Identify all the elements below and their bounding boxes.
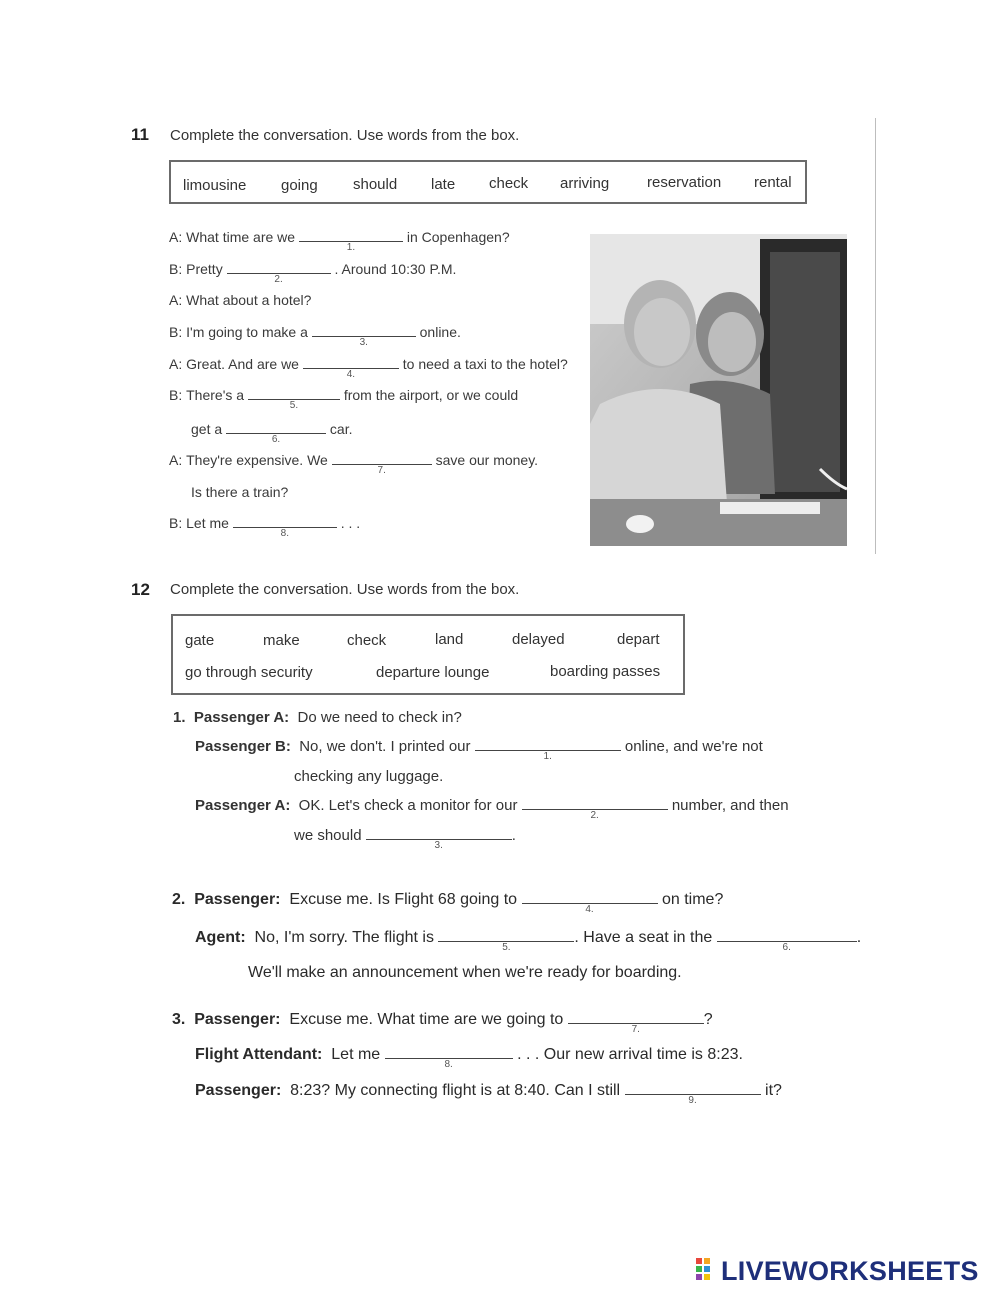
exercise-11-line	[169, 292, 311, 308]
dialogue-text: 8:23? My connecting flight is at 8:40. Can I still	[290, 1082, 621, 1099]
word-box-item: going	[281, 177, 318, 194]
exercise-11-instruction: Complete the conversation. Use words from the box.	[170, 127, 520, 144]
speaker-label: B:	[169, 387, 183, 403]
answer-blank-7[interactable]: 7.	[332, 452, 432, 465]
dialogue-text: we should	[294, 827, 362, 844]
dialogue-text: What about a hotel?	[186, 292, 312, 308]
answer-blank-7[interactable]: 7.	[568, 1011, 704, 1024]
exercise-11-line	[169, 387, 519, 411]
answer-blank-5[interactable]: 5.	[438, 929, 574, 942]
dialogue-text: get a	[191, 421, 223, 437]
speaker-label: Passenger A:	[193, 709, 290, 726]
speaker-label: Flight Attendant:	[195, 1046, 323, 1063]
word-box-item: check	[347, 632, 387, 649]
exercise-11-word-box	[169, 160, 807, 204]
dialogue-text: online, and we're not	[624, 738, 763, 755]
dialogue-text: . . .	[340, 515, 361, 531]
dialogue-text: from the airport, or we could	[343, 387, 519, 403]
dialogue-text: save our money.	[435, 452, 539, 468]
answer-blank-3[interactable]: 3.	[312, 324, 416, 337]
word-box-item: arriving	[560, 175, 610, 192]
exercise-12-word-box	[171, 614, 685, 695]
exercise-11-line	[191, 484, 288, 500]
word-box-item: boarding passes	[550, 663, 661, 680]
exercise-11-line	[169, 261, 457, 285]
exercise-11-number: 11	[131, 125, 149, 144]
dialogue-text: Let me	[331, 1046, 381, 1063]
speaker-label: A:	[169, 356, 183, 372]
dialogue-text: I'm going to make a	[186, 324, 308, 340]
word-box-item: go through security	[185, 664, 313, 681]
answer-blank-2[interactable]: 2.	[227, 261, 331, 274]
dialogue-3-line-3	[195, 1082, 782, 1106]
dialogue-1-line-3: checking any luggage.	[294, 768, 444, 785]
speaker-label: Passenger:	[195, 1082, 282, 1099]
dialogue-3-line-1: 3. Passenger: Excuse me. What time are we going to 7. ?	[172, 1011, 713, 1035]
answer-blank-2[interactable]: 2.	[522, 797, 668, 810]
word-box-item: land	[435, 631, 464, 648]
word-box-item: make	[263, 632, 300, 649]
liveworksheets-logo	[696, 1256, 979, 1286]
dialogue-text: . . . Our new arrival time is 8:23.	[517, 1046, 743, 1063]
exercise-11-line	[169, 515, 361, 539]
speaker-label: Passenger:	[194, 1011, 281, 1028]
word-box-item: late	[431, 176, 456, 193]
word-box-item: gate	[185, 632, 215, 649]
word-box-item: limousine	[183, 177, 247, 194]
word-box-item: rental	[754, 174, 792, 191]
exercise-11-line	[169, 229, 510, 253]
word-box-item: delayed	[512, 631, 565, 648]
dialogue-text: . Around 10:30 P.M.	[334, 261, 457, 277]
answer-blank-8[interactable]: 8.	[233, 515, 337, 528]
dialogue-text: Is there a train?	[191, 484, 289, 500]
speaker-label: Passenger:	[194, 891, 281, 908]
exercise-12-number: 12	[131, 580, 150, 599]
dialogue-text: Do we need to check in?	[297, 709, 462, 726]
dialogue-text: Great. And are we	[186, 356, 299, 372]
exercise-11-line	[191, 421, 353, 445]
dialogue-text: OK. Let's check a monitor for our	[298, 797, 518, 814]
speaker-label: B:	[169, 324, 183, 340]
dialogue-text: to need a taxi to the hotel?	[402, 356, 568, 372]
word-box-item: depart	[617, 631, 660, 648]
answer-blank-6[interactable]: 6.	[717, 929, 857, 942]
word-box-item: should	[353, 176, 398, 193]
liveworksheets-logo-icon	[696, 1258, 718, 1284]
dialogue-text: car.	[329, 421, 353, 437]
word-box-item: departure lounge	[376, 664, 490, 681]
dialogue-2-line-1	[172, 891, 724, 915]
dialogue-text: Excuse me. Is Flight 68 going to	[289, 891, 518, 908]
answer-blank-4[interactable]: 4.	[303, 356, 399, 369]
dialogue-3-line-2	[195, 1046, 743, 1070]
couple-at-computer-photo	[590, 234, 847, 546]
dialogue-text: online.	[419, 324, 461, 340]
answer-blank-3[interactable]: 3.	[366, 827, 512, 840]
photo-illustration	[590, 234, 847, 546]
speaker-label: Agent:	[195, 929, 246, 946]
exercise-12-instruction: Complete the conversation. Use words from the box.	[170, 581, 520, 598]
brand-name: LIVEWORKSHEETS	[721, 1255, 979, 1286]
dialogue-index: 1.	[173, 709, 186, 726]
exercise-11-line	[169, 356, 568, 380]
dialogue-text: in Copenhagen?	[406, 229, 510, 245]
speaker-label: Passenger B:	[195, 738, 291, 755]
dialogue-text: it?	[765, 1082, 782, 1099]
dialogue-1-line-4	[195, 797, 789, 821]
dialogue-text: number, and then	[671, 797, 789, 814]
speaker-label: A:	[169, 292, 183, 308]
dialogue-text: on time?	[661, 891, 724, 908]
page-divider	[875, 118, 876, 554]
dialogue-text: There's a	[186, 387, 245, 403]
word-box-item: reservation	[647, 174, 722, 191]
dialogue-text: Pretty	[186, 261, 223, 277]
dialogue-text: They're expensive. We	[186, 452, 328, 468]
dialogue-text: No, I'm sorry. The flight is	[254, 929, 434, 946]
answer-blank-8[interactable]: 8.	[385, 1046, 513, 1059]
exercise-11-line	[169, 452, 539, 476]
answer-blank-6[interactable]: 6.	[226, 421, 326, 434]
exercise-11-line	[169, 324, 461, 348]
answer-blank-1[interactable]: 1.	[475, 738, 621, 751]
answer-blank-5[interactable]: 5.	[248, 387, 340, 400]
dialogue-text: Let me	[186, 515, 229, 531]
word-box-item: check	[489, 175, 529, 192]
dialogue-text: What time are we	[186, 229, 296, 245]
speaker-label: B:	[169, 261, 183, 277]
dialogue-1-line-5: we should 3. .	[294, 827, 516, 851]
speaker-label: A:	[169, 229, 183, 245]
answer-blank-4[interactable]: 4.	[522, 891, 658, 904]
speaker-label: A:	[169, 452, 183, 468]
answer-blank-1[interactable]: 1.	[299, 229, 403, 242]
dialogue-index: 2.	[172, 891, 186, 908]
dialogue-text: Excuse me. What time are we going to	[289, 1011, 564, 1028]
dialogue-index: 3.	[172, 1011, 186, 1028]
dialogue-1-line-1	[173, 709, 462, 726]
dialogue-text: No, we don't. I printed our	[299, 738, 471, 755]
speaker-label: B:	[169, 515, 183, 531]
dialogue-2-line-3: We'll make an announcement when we're ready for boarding.	[248, 964, 682, 981]
speaker-label: Passenger A:	[195, 797, 291, 814]
answer-blank-9[interactable]: 9.	[625, 1082, 761, 1095]
dialogue-1-line-2	[195, 738, 763, 762]
dialogue-2-line-2: Agent: No, I'm sorry. The flight is 5. . Have a seat in the 6. .	[195, 929, 862, 953]
